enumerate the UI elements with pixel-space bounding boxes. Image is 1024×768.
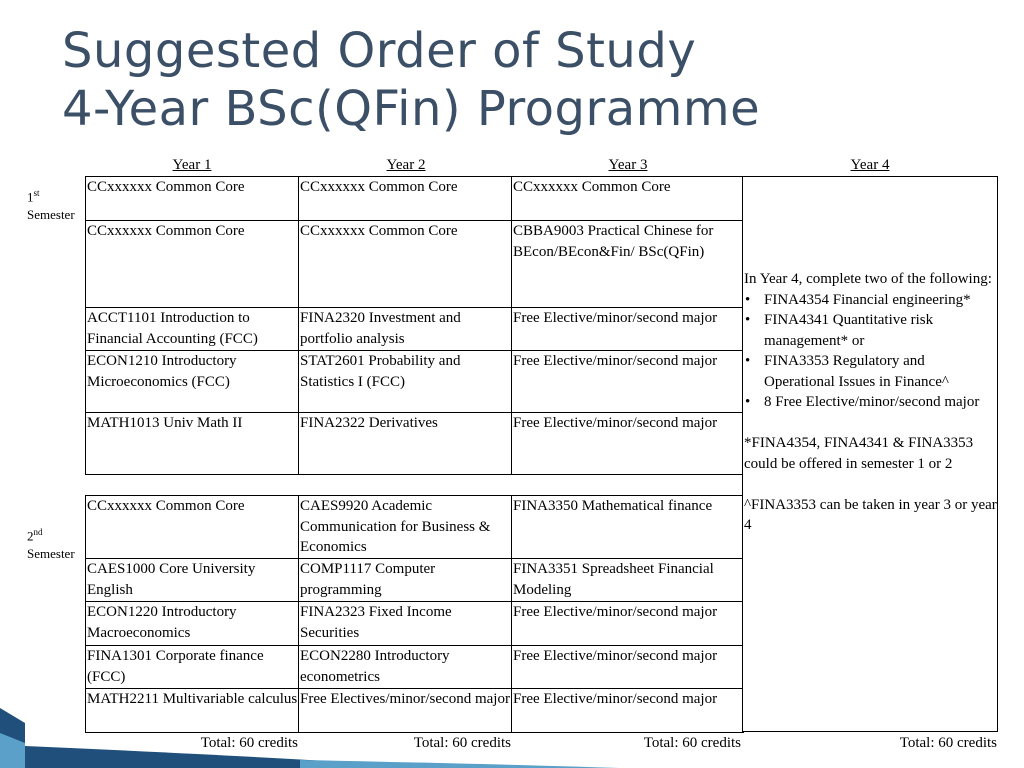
year-4-note-fina3353: ^FINA3353 can be taken in year 3 or year 4: [744, 496, 997, 533]
course-cell: FINA2323 Fixed Income Securities: [299, 602, 512, 646]
list-item: • FINA3353 Regulatory and Operational Issues in Finance^: [744, 351, 997, 392]
table-row: [86, 177, 744, 221]
year-4-note-offering: *FINA4354, FINA4341 & FINA3353 could be offered in semester 1 or 2: [744, 435, 974, 472]
table-row: [86, 413, 744, 475]
course-cell: Free Elective/minor/second major: [512, 689, 744, 733]
year-4-intro: In Year 4, complete two of the following:: [744, 271, 992, 287]
course-cell: FINA2320 Investment and portfolio analysis: [299, 308, 512, 351]
course-cell: FINA1301 Corporate finance (FCC): [86, 646, 299, 689]
table-row: [86, 602, 744, 646]
list-item: • FINA4354 Financial engineering*: [744, 290, 997, 311]
course-cell: Free Elective/minor/second major: [512, 646, 744, 689]
title-line-1: Suggested Order of Study: [62, 23, 697, 79]
table-row: [86, 308, 744, 351]
table-row: [86, 221, 744, 308]
year-1-total: Total: 60 credits: [200, 735, 298, 751]
list-item: • FINA4341 Quantitative risk management* or: [744, 310, 997, 351]
course-cell: FINA2322 Derivatives: [299, 413, 512, 475]
year-4-total: Total: 60 credits: [899, 735, 997, 751]
course-cell: COMP1117 Computer programming: [299, 559, 512, 602]
course-cell: CCxxxxxx Common Core: [86, 221, 299, 308]
year-1-header: Year 1: [172, 157, 212, 173]
year-2-header: Year 2: [386, 157, 426, 173]
course-cell: ACCT1101 Introduction to Financial Accounting (FCC): [86, 308, 299, 351]
course-cell: FINA3351 Spreadsheet Financial Modeling: [512, 559, 744, 602]
semester-2-label: 2nd Semester: [27, 527, 75, 562]
course-cell: ECON2280 Introductory econometrics: [299, 646, 512, 689]
table-row: [86, 351, 744, 413]
course-cell: CCxxxxxx Common Core: [299, 177, 512, 221]
course-cell: ECON1220 Introductory Macroeconomics: [86, 602, 299, 646]
semester-1-label: 1st Semester: [27, 188, 75, 223]
year-4-box: [742, 176, 998, 732]
course-cell: CAES9920 Academic Communication for Business & Economics: [299, 496, 512, 559]
course-cell: CCxxxxxx Common Core: [86, 177, 299, 221]
course-cell: CAES1000 Core University English: [86, 559, 299, 602]
course-cell: CCxxxxxx Common Core: [86, 496, 299, 559]
course-cell: FINA3350 Mathematical finance: [512, 496, 744, 559]
course-cell: ECON1210 Introductory Microeconomics (FCC): [86, 351, 299, 413]
year-3-header: Year 3: [608, 157, 648, 173]
table-row: [86, 559, 744, 602]
course-cell: CCxxxxxx Common Core: [512, 177, 744, 221]
course-cell: Free Electives/minor/second major: [299, 689, 512, 733]
semester-2-table: [85, 495, 744, 733]
year-4-options-list: [744, 290, 997, 413]
semester-1-table: [85, 176, 744, 475]
list-item: • 8 Free Elective/minor/second major: [744, 392, 997, 413]
slide-title: [62, 22, 760, 138]
course-cell: Free Elective/minor/second major: [512, 602, 744, 646]
course-cell: STAT2601 Probability and Statistics I (FCC): [299, 351, 512, 413]
course-cell: CCxxxxxx Common Core: [299, 221, 512, 308]
course-cell: Free Elective/minor/second major: [512, 413, 744, 475]
year-4-header: Year 4: [850, 157, 890, 173]
course-cell: CBBA9003 Practical Chinese for BEcon/BEcon&Fin/ BSc(QFin): [512, 221, 744, 308]
course-cell: Free Elective/minor/second major: [512, 351, 744, 413]
year-3-total: Total: 60 credits: [643, 735, 741, 751]
year-2-total: Total: 60 credits: [413, 735, 511, 751]
title-line-2: 4-Year BSc(QFin) Programme: [62, 81, 761, 137]
course-cell: MATH2211 Multivariable calculus: [86, 689, 299, 733]
table-row: [86, 496, 744, 559]
table-row: [86, 689, 744, 733]
course-cell: Free Elective/minor/second major: [512, 308, 744, 351]
course-cell: MATH1013 Univ Math II: [86, 413, 299, 475]
table-row: [86, 646, 744, 689]
